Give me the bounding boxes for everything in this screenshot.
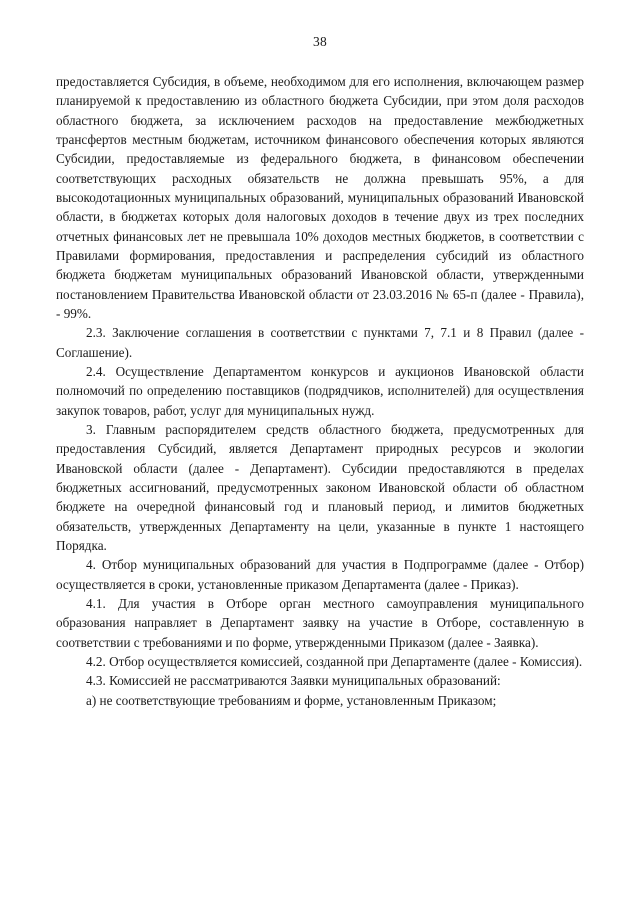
paragraph-4: 4. Отбор муниципальных образований для участия в Подпрограмме (далее - Отбор) осуществляется в сроки, установленные приказом Департамента (далее - Приказ). bbox=[56, 557, 584, 592]
paragraph-4-3: 4.3. Комиссией не рассматриваются Заявки муниципальных образований: bbox=[86, 673, 501, 689]
document-body bbox=[56, 72, 584, 710]
paragraph-3: 3. Главным распорядителем средств областного бюджета, предусмотренных для предоставления Субсидий, является Департамент природных ресурсов и экологии Ивановской области (далее - Департамент). Субсидии предоставляются в пределах бюджетных ассигнований, предусмотренных законом Ивановской области об областном бюджете на очередной финансовый год и плановый период, и лимитов бюджетных обязательств, утвержденных Департаменту на цели, указанные в пункте 1 настоящего Порядка. bbox=[56, 421, 584, 553]
paragraph-2-3: 2.3. Заключение соглашения в соответствии с пунктами 7, 7.1 и 8 Правил (далее - Соглашение). bbox=[56, 325, 584, 360]
paragraph-2-4: 2.4. Осуществление Департаментом конкурсов и аукционов Ивановской области полномочий по определению поставщиков (подрядчиков, исполнителей) для осуществления закупок товаров, работ, услуг для муниципальных нужд. bbox=[56, 363, 584, 418]
paragraph-intro: предоставляется Субсидия, в объеме, необходимом для его исполнения, включающем размер планируемой к предоставлению из областного бюджета Субсидии, при этом доля расходов областного бюджета, за исключением расходов на предоставление межбюджетных трансфертов местным бюджетам, источником финансового обеспечения которых являются Субсидии, предоставляемые из федерального бюджета, в финансовом обеспечении соответствующих расходных обязательств не должна превышать 95%, а для высокодотационных муниципальных образований, муниципальных образований Ивановской области, в бюджетах которых доля налоговых доходов в течение двух из трех последних отчетных финансовых лет не превышала 10% доходов местных бюджетов, в соответствии с Правилами формирования, предоставления и распределения субсидий из областного бюджета бюджетам муниципальных образований Ивановской области, утвержденными постановлением Правительства Ивановской области от 23.03.2016 № 65-п (далее - Правила), - 99%. bbox=[56, 74, 584, 321]
paragraph-4-3-a: а) не соответствующие требованиям и форме, установленным Приказом; bbox=[86, 692, 497, 708]
page-number: 38 bbox=[313, 34, 327, 49]
paragraph-4-2: 4.2. Отбор осуществляется комиссией, созданной при Департаменте (далее - Комиссия). bbox=[86, 653, 583, 669]
paragraph-4-1: 4.1. Для участия в Отборе орган местного самоуправления муниципального образования направляет в Департамент заявку на участие в Отборе, составленную в соответствии с требованиями и по форме, утвержденными Приказом (далее - Заявка). bbox=[56, 595, 584, 650]
